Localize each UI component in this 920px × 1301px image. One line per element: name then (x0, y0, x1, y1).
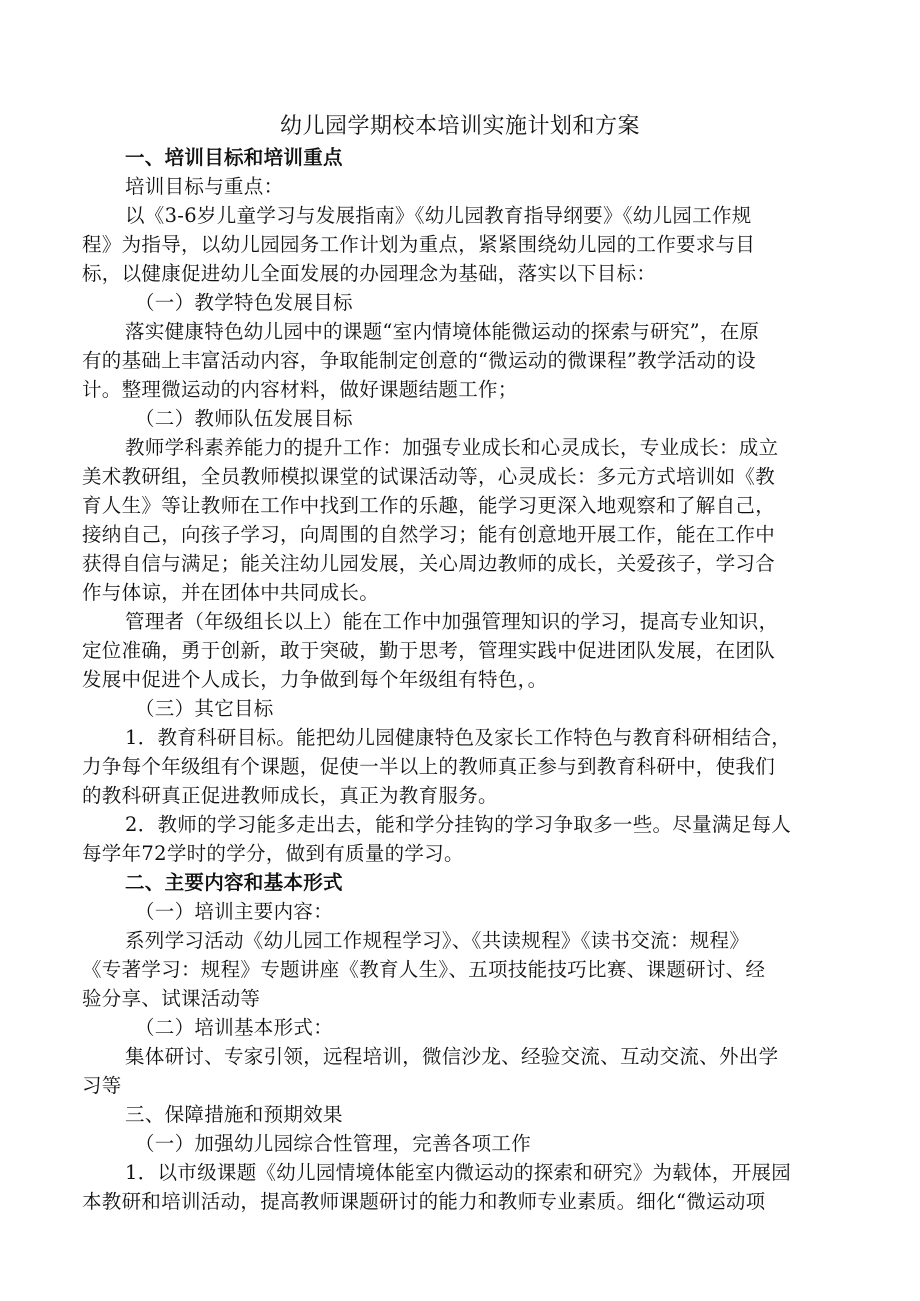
text-line: 《专著学习：规程》专题讲座《教育人生》、五项技能技巧比赛、课题研讨、经 (82, 958, 766, 981)
section-heading-1: 一、培训目标和培训重点 (125, 146, 343, 169)
text-line: 每学年72学时的学分，做到有质量的学习。 (82, 842, 464, 865)
text-line: 本教研和培训活动，提高教师课题研讨的能力和教师专业素质。细化“微运动项 (82, 1190, 766, 1213)
text-line: 定位准确，勇于创新，敢于突破，勤于思考，管理实践中促进团队发展，在团队 (82, 639, 776, 662)
text-line: 发展中促进个人成长，力争做到每个年级组有特色，。 (82, 668, 548, 691)
text-line: 标，以健康促进幼儿全面发展的办园理念为基础，落实以下目标： (82, 262, 657, 285)
text-line: 落实健康特色幼儿园中的课题“室内情境体能微运动的探索与研究”，在原 (125, 320, 760, 343)
section-heading-2: 二、主要内容和基本形式 (125, 871, 343, 894)
text-line: 作与体谅，并在团体中共同成长。 (82, 581, 380, 604)
subsection-heading: （一）加强幼儿园综合性管理，完善各项工作 (135, 1132, 532, 1155)
text-line: 管理者（年级组长以上）能在工作中加强管理知识的学习，提高专业知识， (125, 610, 779, 633)
text-line: 培训目标与重点： (125, 175, 284, 198)
text-line: 系列学习活动《幼儿园工作规程学习》、《共读规程》《读书交流：规程》 (125, 929, 750, 952)
text-line: 的教科研真正促进教师成长，真正为教育服务。 (82, 784, 498, 807)
text-line: 美术教研组，全员教师模拟课堂的试课活动等，心灵成长：多元方式培训如《教 (82, 465, 776, 488)
text-line: 程》为指导，以幼儿园园务工作计划为重点，紧紧围绕幼儿园的工作要求与目 (82, 233, 756, 256)
text-line: 计。整理微运动的内容材料，做好课题结题工作； (82, 378, 518, 401)
document-title: 幼儿园学期校本培训实施计划和方案 (279, 114, 640, 139)
subsection-heading: （一）培训主要内容： (135, 900, 334, 923)
text-line: 集体研讨、专家引领，远程培训，微信沙龙、经验交流、互动交流、外出学 (125, 1045, 779, 1068)
text-line: 力争每个年级组有个课题，促使一半以上的教师真正参与到教育科研中，使我们 (82, 755, 776, 778)
text-line: 验分享、试课活动等 (82, 987, 261, 1010)
text-line: 有的基础上丰富活动内容，争取能制定创意的“微运动的微课程”教学活动的设 (82, 349, 756, 372)
text-line: 1．以市级课题《幼儿园情境体能室内微运动的探索和研究》为载体，开展园 (125, 1161, 792, 1184)
text-line: 育人生》等让教师在工作中找到工作的乐趣，能学习更深入地观察和了解自己， (82, 494, 776, 517)
subsection-heading: （三）其它目标 (135, 697, 274, 720)
text-line: 1．教育科研目标。能把幼儿园健康特色及家长工作特色与教育科研相结合， (125, 726, 792, 749)
text-line: 教师学科素养能力的提升工作：加强专业成长和心灵成长，专业成长：成立 (125, 436, 779, 459)
subsection-heading: （二）培训基本形式： (135, 1016, 334, 1039)
section-heading-3: 三、保障措施和预期效果 (125, 1103, 343, 1126)
subsection-heading: （二）教师队伍发展目标 (135, 407, 353, 430)
text-line: 2．教师的学习能多走出去，能和学分挂钩的学习争取多一些。尽量满足每人 (125, 813, 792, 836)
text-line: 习等 (82, 1074, 122, 1097)
subsection-heading: （一）教学特色发展目标 (135, 291, 353, 314)
text-line: 接纳自己，向孩子学习，向周围的自然学习；能有创意地开展工作，能在工作中 (82, 523, 776, 546)
text-line: 获得自信与满足；能关注幼儿园发展，关心周边教师的成长，关爱孩子，学习合 (82, 552, 776, 575)
text-line: 以《3-6岁儿童学习与发展指南》《幼儿园教育指导纲要》《幼儿园工作规 (125, 204, 752, 227)
